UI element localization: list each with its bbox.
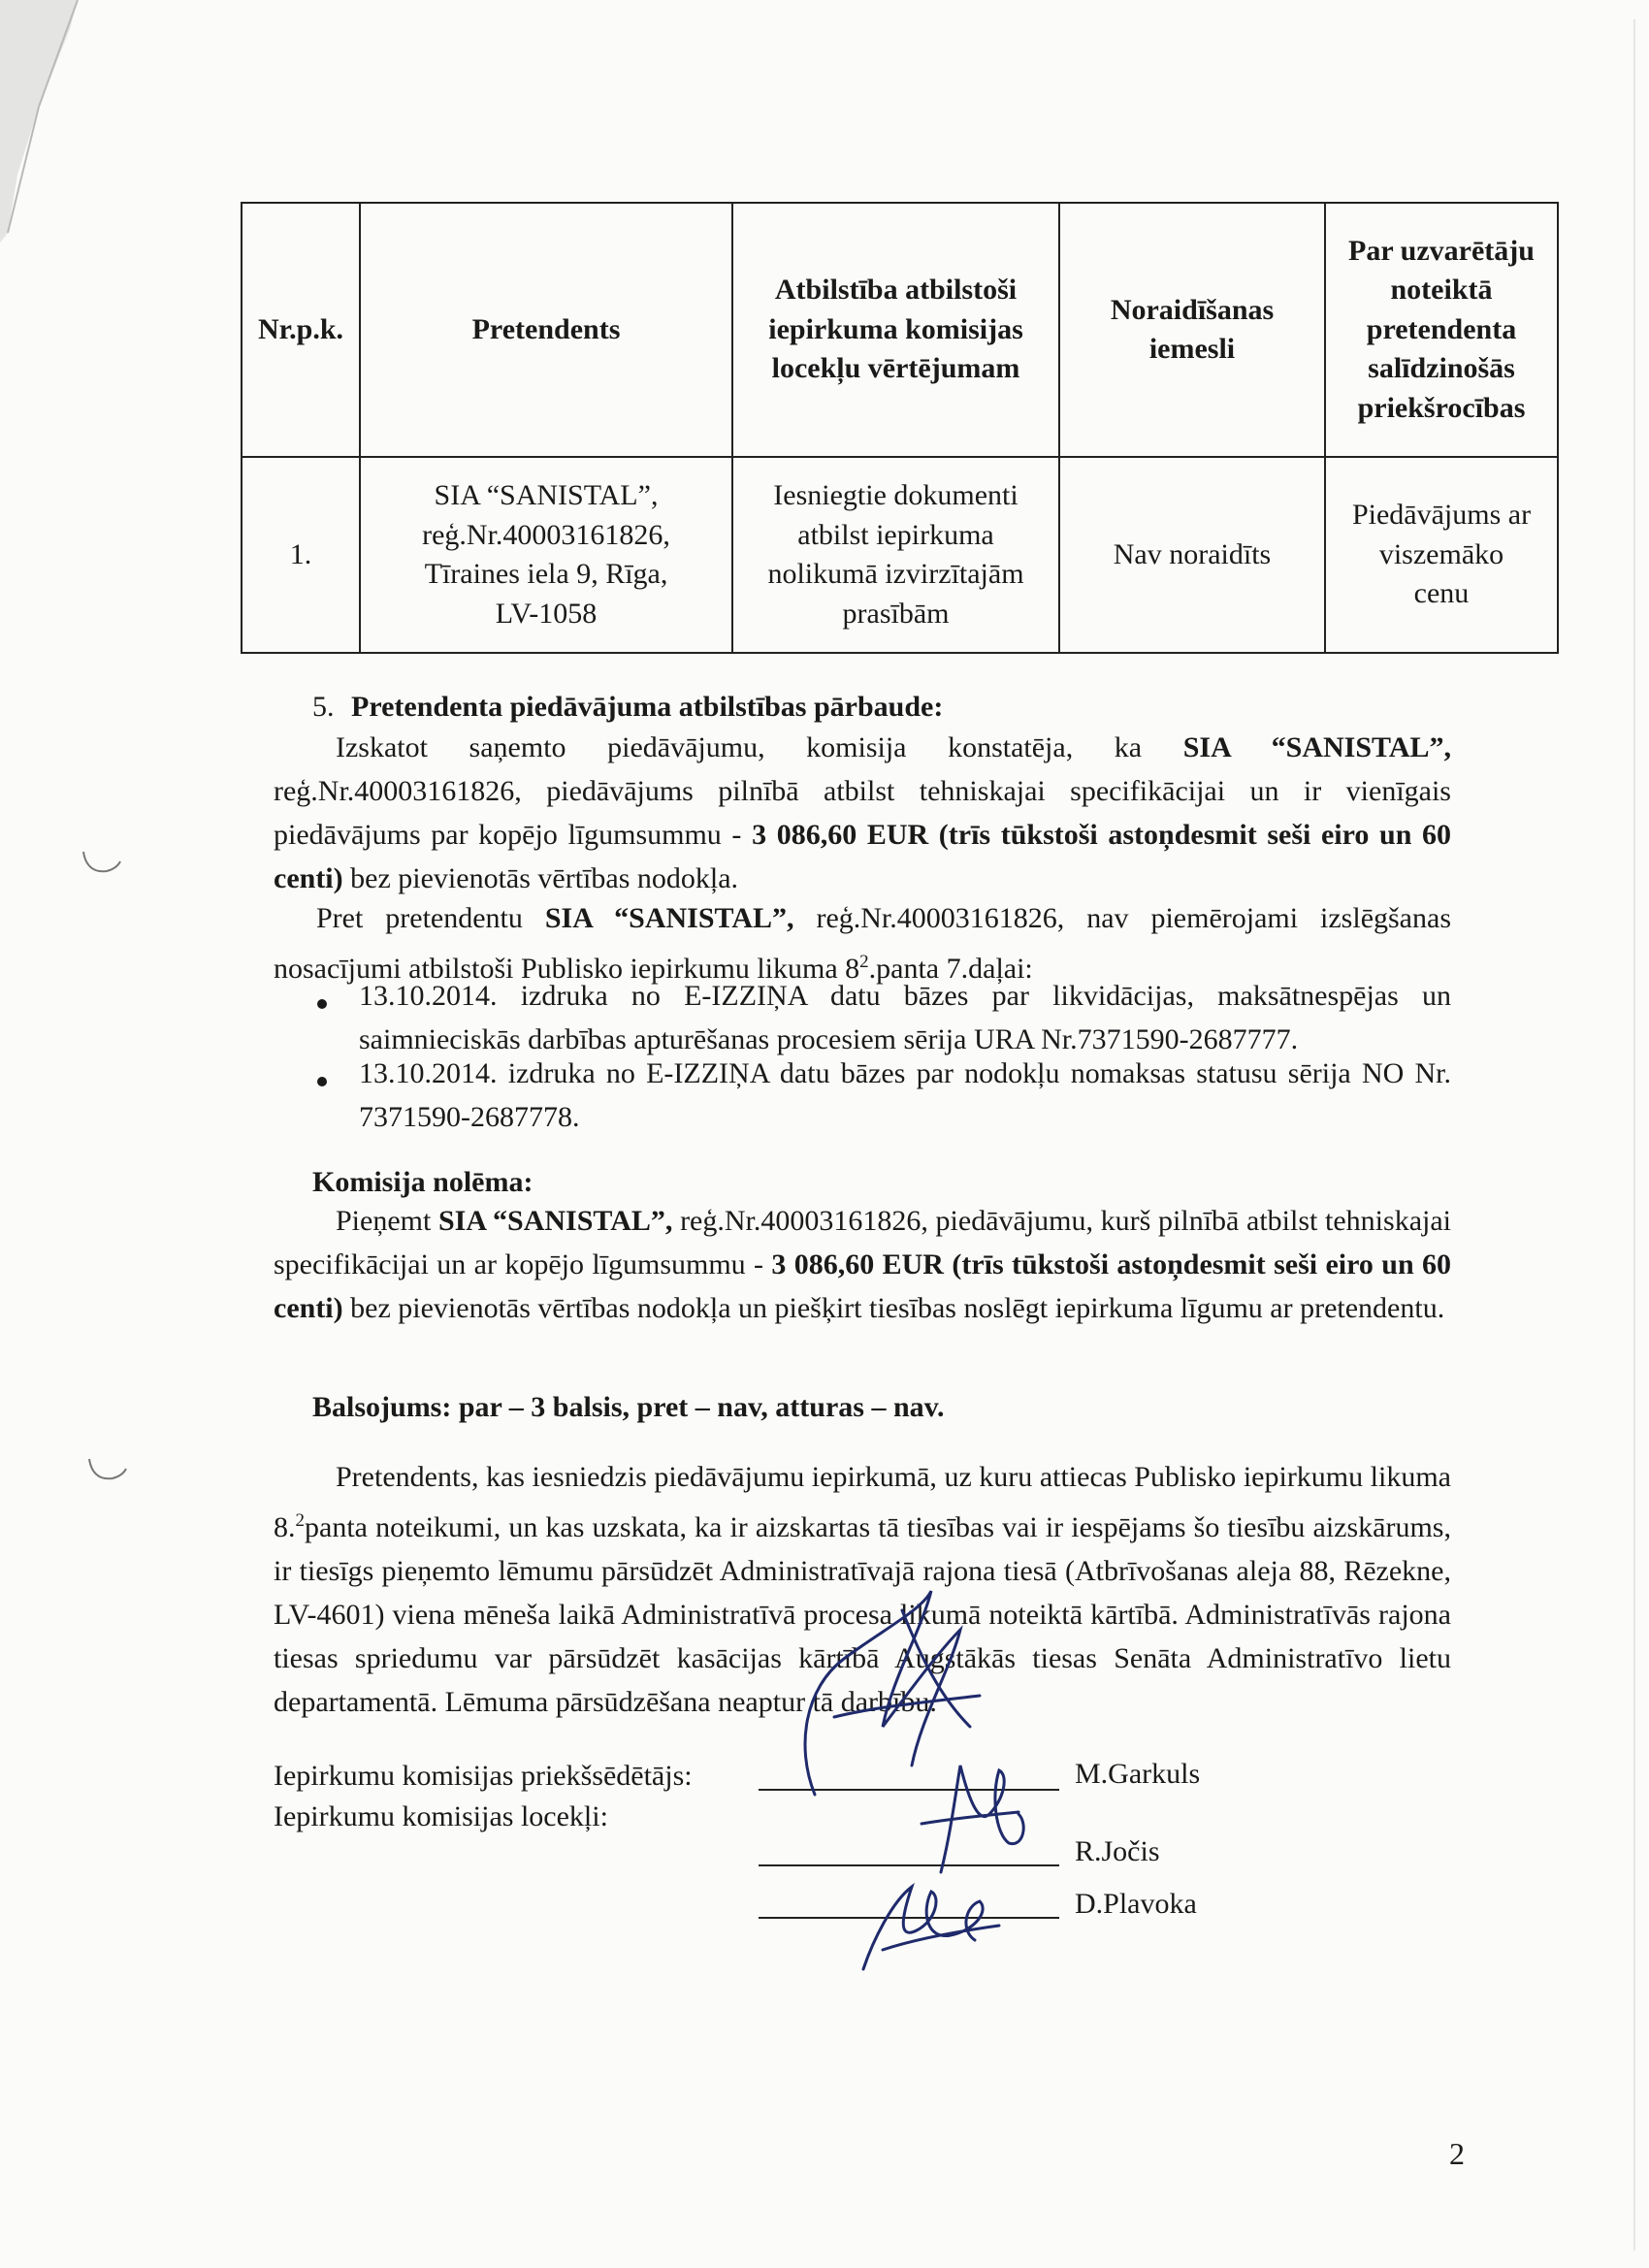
text: panta noteikumi, un kas uzskata, ka ir aizskartas tā tiesības vai ir iespējams šo tiesību aizskārums, ir tiesīgs pieņemto lēmumu pārsūdzēt Administratīvajā rajona tiesā (Atbrīvošanas aleja 88, Rēzekne, LV-4601) viena mēneša laikā Administratīvā procesa likumā noteiktā kārtībā. Administratīvās rajona tiesas spriedumu var pārsūdzēt kasācijas kārtībā Augstākās tiesas Senāta Administratīvo lietu departamentā. Lēmuma pārsūdzēšana neaptur tā darbību. [274, 1511, 1451, 1718]
table-header-row [242, 203, 1558, 457]
cell-prieksrocibas: Piedāvājums ar viszemāko cenu [1325, 457, 1558, 653]
contract-amount: 3 086,60 EUR (trīs tūkstoši astoņdesmit seši eiro un 60 centi) [274, 819, 1452, 894]
cell-atbilstiba: Iesniegtie dokumenti atbilst iepirkuma nolikumā izvirzītajām prasībām [732, 457, 1059, 653]
section-heading [312, 685, 943, 729]
company-name: SIA “SANISTAL”, [1182, 731, 1451, 763]
paragraph-decision [274, 1199, 1451, 1330]
page-number: 2 [1449, 2136, 1465, 2171]
text: Pret pretendentu [316, 902, 545, 934]
text: Pieņemt [336, 1205, 438, 1237]
list-item: 13.10.2014. izdruka no E-IZZIŅA datu bāzes par nodokļu nomaksas statusu sērija NO Nr. 7371590-2687778. [359, 1057, 1451, 1133]
signature-plavoka [844, 1872, 1009, 1979]
text: .panta 7.daļai: [868, 953, 1033, 985]
text: Izskatot saņemto piedāvājumu, komisija konstatēja, ka [336, 731, 1183, 763]
header-atbilstiba: Atbilstība atbilstoši iepirkuma komisijas locekļu vērtējumam [732, 203, 1059, 457]
signer-name: R.Jočis [1075, 1835, 1160, 1867]
header-pretendents: Pretendents [360, 203, 732, 457]
header-noraidisana: Noraidīšanas iemesli [1059, 203, 1325, 457]
decision-heading [312, 1160, 533, 1204]
text: reģ.Nr.40003161826, piedāvājumu, kurš pilnībā atbilst tehniskajai specifikācijai un ar kopējo līgumsummu - [274, 1205, 1451, 1280]
decision-title: Komisija nolēma: [312, 1166, 534, 1198]
signer-name: M.Garkuls [1075, 1758, 1201, 1790]
chair-label: Iepirkumu komisijas priekšsēdētājs: [274, 1760, 693, 1792]
section-number: 5. [312, 691, 335, 723]
superscript: 2 [859, 952, 869, 972]
bullet-icon [317, 1077, 327, 1086]
cell-noraidisana: Nav noraidīts [1059, 457, 1325, 653]
superscript: 2 [295, 1510, 305, 1531]
vote-line [312, 1385, 945, 1429]
margin-tick-mark [78, 844, 126, 883]
header-nr: Nr.p.k. [242, 203, 360, 457]
scan-edge-mark [0, 0, 116, 252]
signature-jocis [902, 1756, 1048, 1882]
list-item: 13.10.2014. izdruka no E-IZZIŅA datu bāzes par likvidācijas, maksātnespējas un saimnieciskās darbības apturēšanas procesiem sērija URA Nr.7371590-2687777. [359, 980, 1451, 1055]
signer-name: D.Plavoka [1075, 1888, 1197, 1920]
section-title: Pretendenta piedāvājuma atbilstības pārbaude: [351, 691, 944, 723]
scan-edge-line [1633, 19, 1635, 2251]
paragraph-review [274, 726, 1451, 900]
text: Pretendents, kas iesniedzis piedāvājumu iepirkumā, uz kuru attiecas Publisko iepirkumu likuma 8. [274, 1461, 1451, 1543]
company-name: SIA “SANISTAL”, [438, 1205, 673, 1237]
contract-amount: 3 086,60 EUR (trīs tūkstoši astoņdesmit seši eiro un 60 centi) [274, 1248, 1451, 1324]
text: bez pievienotās vērtības nodokļa. [342, 862, 739, 894]
text: reģ.Nr.40003161826, piedāvājums pilnībā atbilst tehniskajai specifikācijai un ir vienīgais piedāvājums par kopējo līgumsummu - [274, 775, 1451, 851]
evaluation-table [241, 202, 1559, 654]
table-row [242, 457, 1558, 653]
header-prieksrocibas: Par uzvarētāju noteiktā pretendenta salīdzinošās priekšrocības [1325, 203, 1558, 457]
cell-nr: 1. [242, 457, 360, 653]
vote-text: Balsojums: par – 3 balsis, pret – nav, atturas – nav. [312, 1391, 945, 1423]
company-name: SIA “SANISTAL”, [544, 902, 794, 934]
bullet-icon [317, 999, 327, 1009]
cell-pretendents: SIA “SANISTAL”, reģ.Nr.40003161826, Tīraines iela 9, Rīga, LV-1058 [360, 457, 732, 653]
members-label: Iepirkumu komisijas locekļi: [274, 1800, 608, 1832]
text: reģ.Nr.40003161826, nav piemērojami izslēgšanas nosacījumi atbilstoši Publisko iepirkumu likuma 8 [274, 902, 1451, 985]
text: bez pievienotās vērtības nodokļa un piešķirt tiesības noslēgt iepirkuma līgumu ar pretendentu. [342, 1292, 1445, 1324]
margin-tick-mark [83, 1453, 132, 1492]
